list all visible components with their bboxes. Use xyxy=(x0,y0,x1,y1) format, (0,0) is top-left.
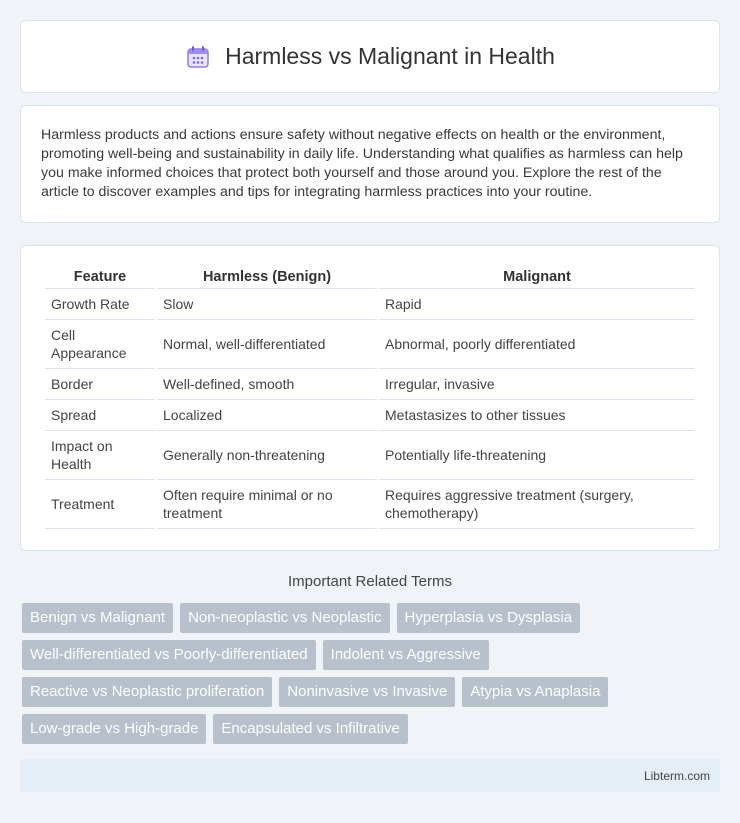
table-cell: Abnormal, poorly differentiated xyxy=(379,320,695,369)
table-cell: Metastasizes to other tissues xyxy=(379,400,695,431)
table-row xyxy=(45,480,695,529)
related-term-tag[interactable]: Hyperplasia vs Dysplasia xyxy=(397,603,581,633)
table-cell: Often require minimal or no treatment xyxy=(157,480,377,529)
comparison-card xyxy=(20,245,720,551)
related-term-tag[interactable]: Atypia vs Anaplasia xyxy=(462,677,608,707)
table-cell: Impact on Health xyxy=(45,431,155,480)
related-term-tag[interactable]: Benign vs Malignant xyxy=(22,603,173,633)
table-cell: Growth Rate xyxy=(45,289,155,320)
table-cell: Localized xyxy=(157,400,377,431)
table-cell: Treatment xyxy=(45,480,155,529)
related-term-tag[interactable]: Reactive vs Neoplastic proliferation xyxy=(22,677,272,707)
calendar-icon xyxy=(185,44,211,70)
table-cell: Border xyxy=(45,369,155,400)
related-term-tag[interactable]: Encapsulated vs Infiltrative xyxy=(213,714,407,744)
footer xyxy=(20,759,720,792)
related-term-tag[interactable]: Low-grade vs High-grade xyxy=(22,714,206,744)
footer-site-link[interactable]: Libterm.com xyxy=(643,768,710,783)
column-header: Feature xyxy=(45,266,155,289)
table-cell: Potentially life-threatening xyxy=(379,431,695,480)
comparison-table xyxy=(43,266,697,529)
table-cell: Well-defined, smooth xyxy=(157,369,377,400)
table-cell: Generally non-threatening xyxy=(157,431,377,480)
related-terms-list xyxy=(22,603,722,744)
title-card xyxy=(20,20,720,93)
table-row xyxy=(45,400,695,431)
table-cell: Requires aggressive treatment (surgery, chemotherapy) xyxy=(379,480,695,529)
table-row xyxy=(45,320,695,369)
table-cell: Normal, well-differentiated xyxy=(157,320,377,369)
table-cell: Irregular, invasive xyxy=(379,369,695,400)
table-row xyxy=(45,289,695,320)
table-header-row xyxy=(45,266,695,289)
table-cell: Rapid xyxy=(379,289,695,320)
table-cell: Slow xyxy=(157,289,377,320)
intro-text: Harmless products and actions ensure safety without negative effects on health or the environment, promoting well-being and sustainability in daily life. Understanding what qualifies as harmless can help you make informed choices that protect both yourself and those around you. Explore the rest of the article to discover examples and tips for integrating harmless practices into your routine. xyxy=(41,127,683,200)
related-term-tag[interactable]: Noninvasive vs Invasive xyxy=(279,677,455,707)
column-header: Malignant xyxy=(379,266,695,289)
related-term-tag[interactable]: Non-neoplastic vs Neoplastic xyxy=(180,603,389,633)
related-term-tag[interactable]: Well-differentiated vs Poorly-differentiated xyxy=(22,640,316,670)
page-title: Harmless vs Malignant in Health xyxy=(225,43,555,69)
column-header: Harmless (Benign) xyxy=(157,266,377,289)
related-terms-heading: Important Related Terms xyxy=(288,573,452,590)
table-cell: Cell Appearance xyxy=(45,320,155,369)
related-term-tag[interactable]: Indolent vs Aggressive xyxy=(323,640,489,670)
intro-card xyxy=(20,105,720,223)
table-row xyxy=(45,369,695,400)
table-cell: Spread xyxy=(45,400,155,431)
table-row xyxy=(45,431,695,480)
